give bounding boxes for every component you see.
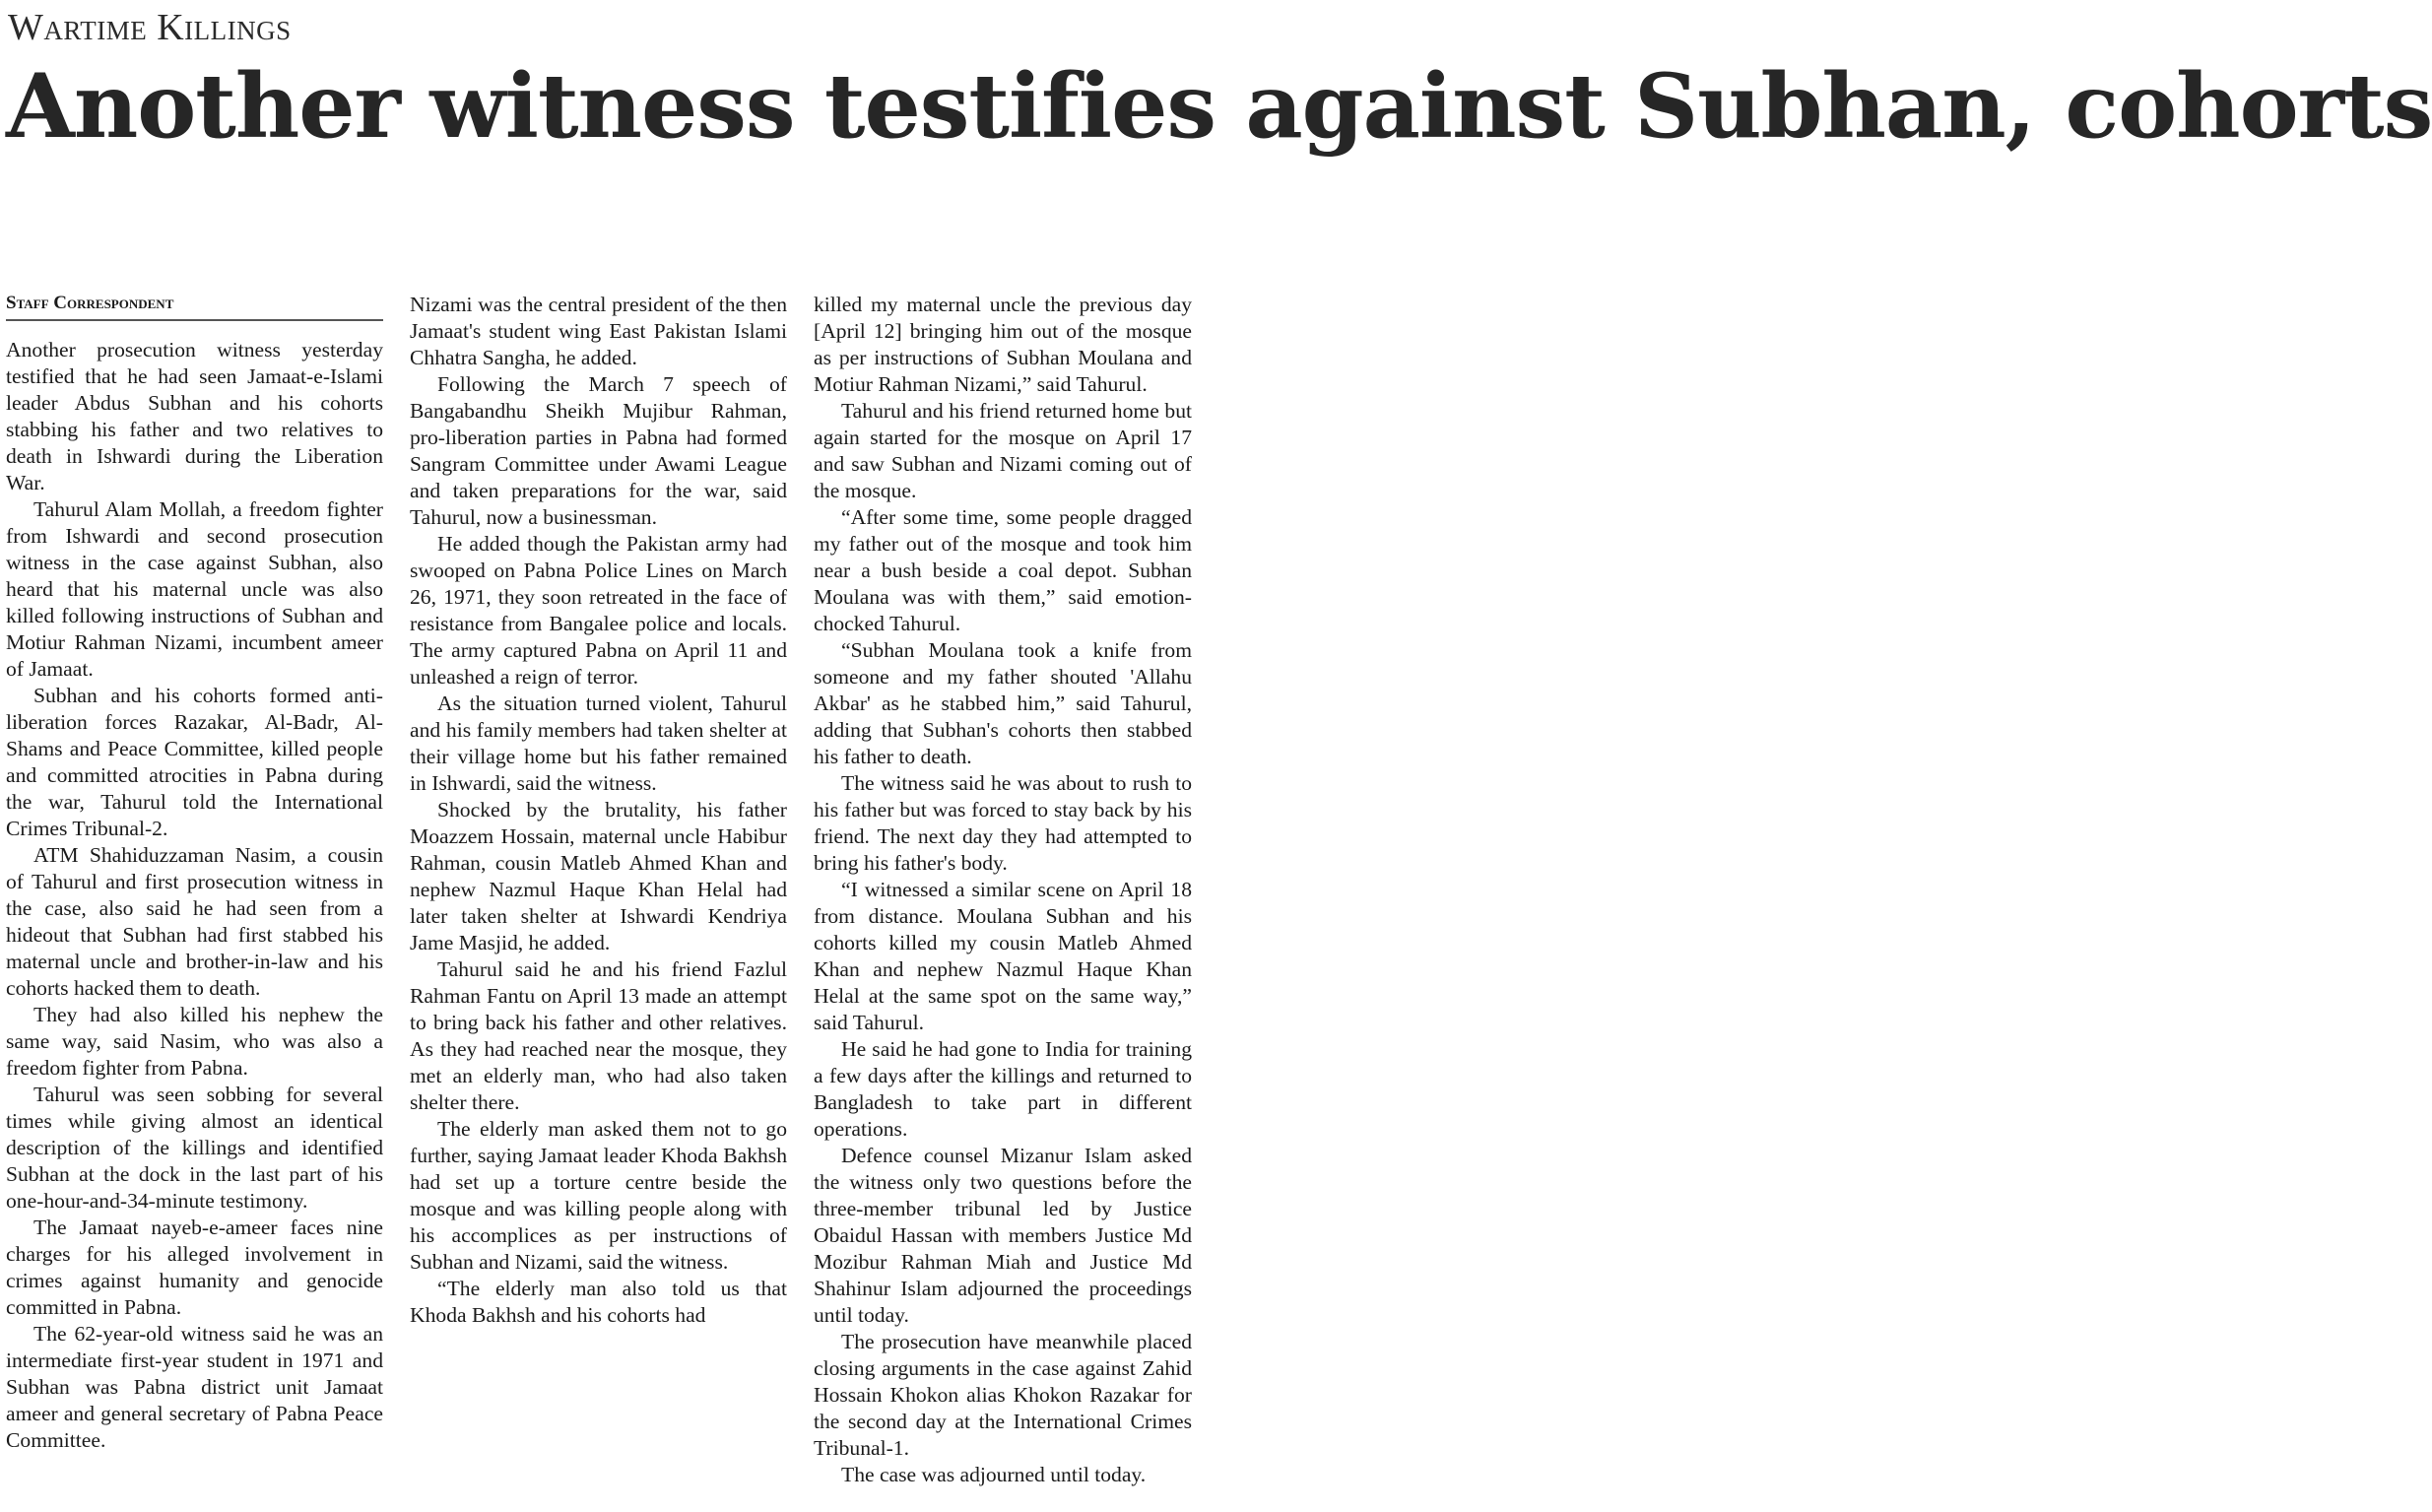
body-paragraph: “The elderly man also told us that Khoda Bakhsh and his cohorts had <box>410 1277 787 1327</box>
continued-paragraph: killed my maternal uncle the previous day [April 12] bringing him out of the mosque as per instructions of Subhan Moulana and Motiur Rahman Nizami,” said Tahurul. <box>814 293 1192 396</box>
body-paragraph: As the situation turned violent, Tahurul and his family members had taken shelter at their village home but his father remained in Ishwardi, said the witness. <box>410 691 787 795</box>
byline: Staff Correspondent <box>6 292 383 321</box>
body-paragraph: ATM Shahiduzzaman Nasim, a cousin of Tahurul and first prosecution witness in the case, also said he had seen from a hideout that Subhan had first stabbed his maternal uncle and brother-in-law and his cohorts hacked them to death. <box>6 843 383 1000</box>
section-kicker: Wartime Killings <box>8 7 292 48</box>
body-paragraph: Shocked by the brutality, his father Moazzem Hossain, maternal uncle Habibur Rahman, cousin Matleb Ahmed Khan and nephew Nazmul Haque Khan Helal had later taken shelter at Ishwardi Kendriya Jame Masjid, he added. <box>410 798 787 954</box>
body-paragraph: “Subhan Moulana took a knife from someone and my father shouted 'Allahu Akbar' as he stabbed him,” said Tahurul, adding that Subhan's cohorts then stabbed his father to death. <box>814 638 1192 768</box>
body-paragraph: The elderly man asked them not to go further, saying Jamaat leader Khoda Bakhsh had set up a torture centre beside the mosque and was killing people along with his accomplices as per instructions of Subhan and Nizami, said the witness. <box>410 1117 787 1274</box>
continued-paragraph: Nizami was the central president of the then Jamaat's student wing East Pakistan Islami Chhatra Sangha, he added. <box>410 293 787 369</box>
body-paragraph: The witness said he was about to rush to his father but was forced to stay back by his friend. The next day they had attempted to bring his father's body. <box>814 771 1192 875</box>
body-paragraph: Following the March 7 speech of Bangabandhu Sheikh Mujibur Rahman, pro-liberation parties in Pabna had formed Sangram Committee under Awami League and taken preparations for the war, said Tahurul, now a businessman. <box>410 372 787 529</box>
article-column-2 <box>410 292 787 1508</box>
article-column-1 <box>6 292 383 1508</box>
body-paragraph: “After some time, some people dragged my father out of the mosque and took him near a bush beside a coal depot. Subhan Moulana was with them,” said emotion-chocked Tahurul. <box>814 505 1192 635</box>
body-paragraph: Tahurul Alam Mollah, a freedom fighter from Ishwardi and second prosecution witness in the case against Subhan, also heard that his maternal uncle was also killed following instructions of Subhan and Motiur Rahman Nizami, incumbent ameer of Jamaat. <box>6 497 383 681</box>
body-paragraph: Defence counsel Mizanur Islam asked the witness only two questions before the three-member tribunal led by Justice Obaidul Hassan with members Justice Md Mozibur Rahman Miah and Justice Md Shahinur Islam adjourned the proceedings until today. <box>814 1144 1192 1327</box>
body-paragraph: Tahurul was seen sobbing for several times while giving almost an identical description of the killings and identified Subhan at the dock in the last part of his one-hour-and-34-minute testimony. <box>6 1083 383 1213</box>
body-paragraph: Subhan and his cohorts formed anti-liberation forces Razakar, Al-Badr, Al-Shams and Peace Committee, killed people and committed atrocities in Pabna during the war, Tahurul told the International Crimes Tribunal-2. <box>6 684 383 840</box>
lead-paragraph: Another prosecution witness yesterday testified that he had seen Jamaat-e-Islami leader Abdus Subhan and his cohorts stabbing his father and two relatives to death in Ishwardi during the Liberation War. <box>6 338 383 494</box>
body-paragraph: The Jamaat nayeb-e-ameer faces nine charges for his alleged involvement in crimes against humanity and genocide committed in Pabna. <box>6 1216 383 1319</box>
body-paragraph: Tahurul said he and his friend Fazlul Rahman Fantu on April 13 made an attempt to bring back his father and other relatives. As they had reached near the mosque, they met an elderly man, who had also taken shelter there. <box>410 957 787 1114</box>
body-paragraph: The 62-year-old witness said he was an intermediate first-year student in 1971 and Subhan was Pabna district unit Jamaat ameer and general secretary of Pabna Peace Committee. <box>6 1322 383 1452</box>
body-paragraph: The case was adjourned until today. <box>841 1463 1147 1486</box>
body-paragraph: They had also killed his nephew the same way, said Nasim, who was also a freedom fighter from Pabna. <box>6 1003 383 1080</box>
article-column-3 <box>814 292 1192 1508</box>
body-paragraph: He added though the Pakistan army had swooped on Pabna Police Lines on March 26, 1971, they soon retreated in the face of resistance from Bangalee police and locals. The army captured Pabna on April 11 and unleashed a reign of terror. <box>410 532 787 689</box>
body-paragraph: The prosecution have meanwhile placed closing arguments in the case against Zahid Hossain Khokon alias Khokon Razakar for the second day at the International Crimes Tribunal-1. <box>814 1330 1192 1460</box>
body-paragraph: “I witnessed a similar scene on April 18 from distance. Moulana Subhan and his cohorts killed my cousin Matleb Ahmed Khan and nephew Nazmul Haque Khan Helal at the same spot on the same way,” said Tahurul. <box>814 878 1192 1034</box>
headline: Another witness testifies against Subhan, cohorts <box>6 54 2432 159</box>
body-paragraph: He said he had gone to India for training a few days after the killings and returned to Bangladesh to take part in different operations. <box>814 1037 1192 1141</box>
body-paragraph: Tahurul and his friend returned home but again started for the mosque on April 17 and saw Subhan and Nizami coming out of the mosque. <box>814 399 1192 502</box>
